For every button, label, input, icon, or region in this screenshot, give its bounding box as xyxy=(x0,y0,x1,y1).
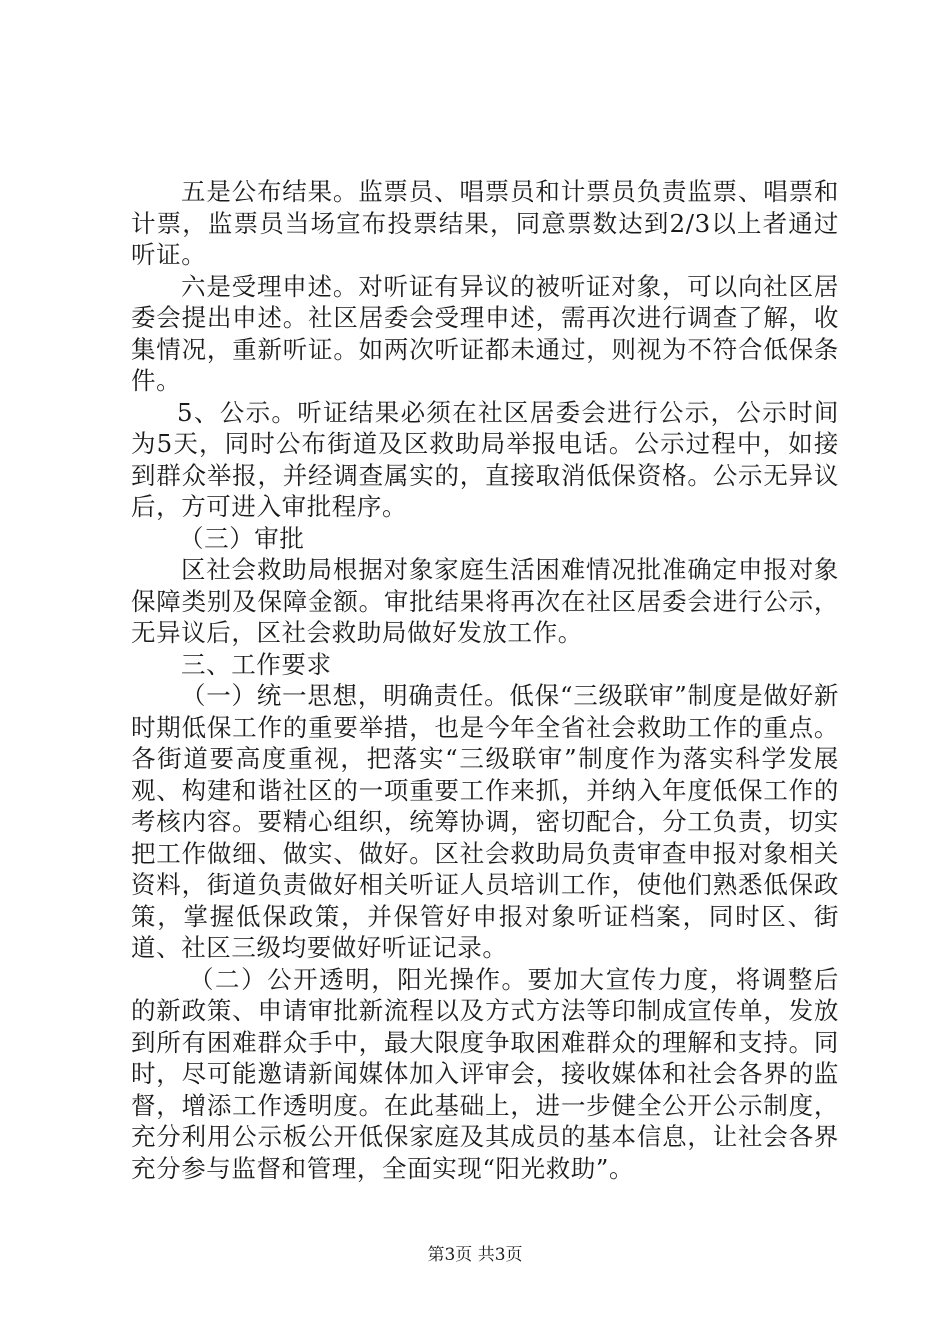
page-footer: 第3页 共3页 xyxy=(427,1245,523,1265)
paragraph-public-notice: 5、公示。听证结果必须在社区居委会进行公示，公示时间为5天，同时公布街道及区救助局举报电话。公示过程中，如接到群众举报，并经调查属实的，直接取消低保资格。公示无异议后，方可进入审批程序。 xyxy=(131,397,839,521)
heading-work-requirements: 三、工作要求 xyxy=(181,649,332,679)
heading-approval: （三）审批 xyxy=(179,523,305,553)
paragraph-open-transparent: （二）公开透明，阳光操作。要加大宣传力度，将调整后的新政策、申请审批新流程以及方式方法等印制成宣传单，发放到所有困难群众手中，最大限度争取困难群众的理解和支持。同时，尽可能邀请新闻媒体加入评审会，接收媒体和社会各界的监督，增添工作透明度。在此基础上，进一步健全公开公示制度，充分利用公示板公开低保家庭及其成员的基本信息，让社会各界充分参与监督和管理，全面实现“阳光救助”。 xyxy=(131,964,839,1183)
paragraph-approval: 区社会救助局根据对象家庭生活困难情况批准确定申报对象保障类别及保障金额。审批结果将再次在社区居委会进行公示，无异议后，区社会救助局做好发放工作。 xyxy=(131,555,839,647)
document-body xyxy=(131,176,839,1184)
paragraph-unify-thinking: （一）统一思想，明确责任。低保“三级联审”制度是做好新时期低保工作的重要举措，也是今年全省社会救助工作的重点。各街道要高度重视，把落实“三级联审”制度作为落实科学发展观、构建和谐社区的一项重要工作来抓，并纳入年度低保工作的考核内容。要精心组织，统筹协调，密切配合，分工负责，切实把工作做细、做实、做好。区社会救助局负责审查申报对象相关资料，街道负责做好相关听证人员培训工作，使他们熟悉低保政策，掌握低保政策，并保管好申报对象听证档案，同时区、街道、社区三级均要做好听证记录。 xyxy=(131,681,839,962)
paragraph-publish-results: 五是公布结果。监票员、唱票员和计票员负责监票、唱票和计票，监票员当场宣布投票结果，同意票数达到2/3以上者通过听证。 xyxy=(131,177,839,269)
paragraph-accept-appeals: 六是受理申述。对听证有异议的被听证对象，可以向社区居委会提出申述。社区居委会受理申述，需再次进行调查了解，收集情况，重新听证。如两次听证都未通过，则视为不符合低保条件。 xyxy=(131,271,839,395)
